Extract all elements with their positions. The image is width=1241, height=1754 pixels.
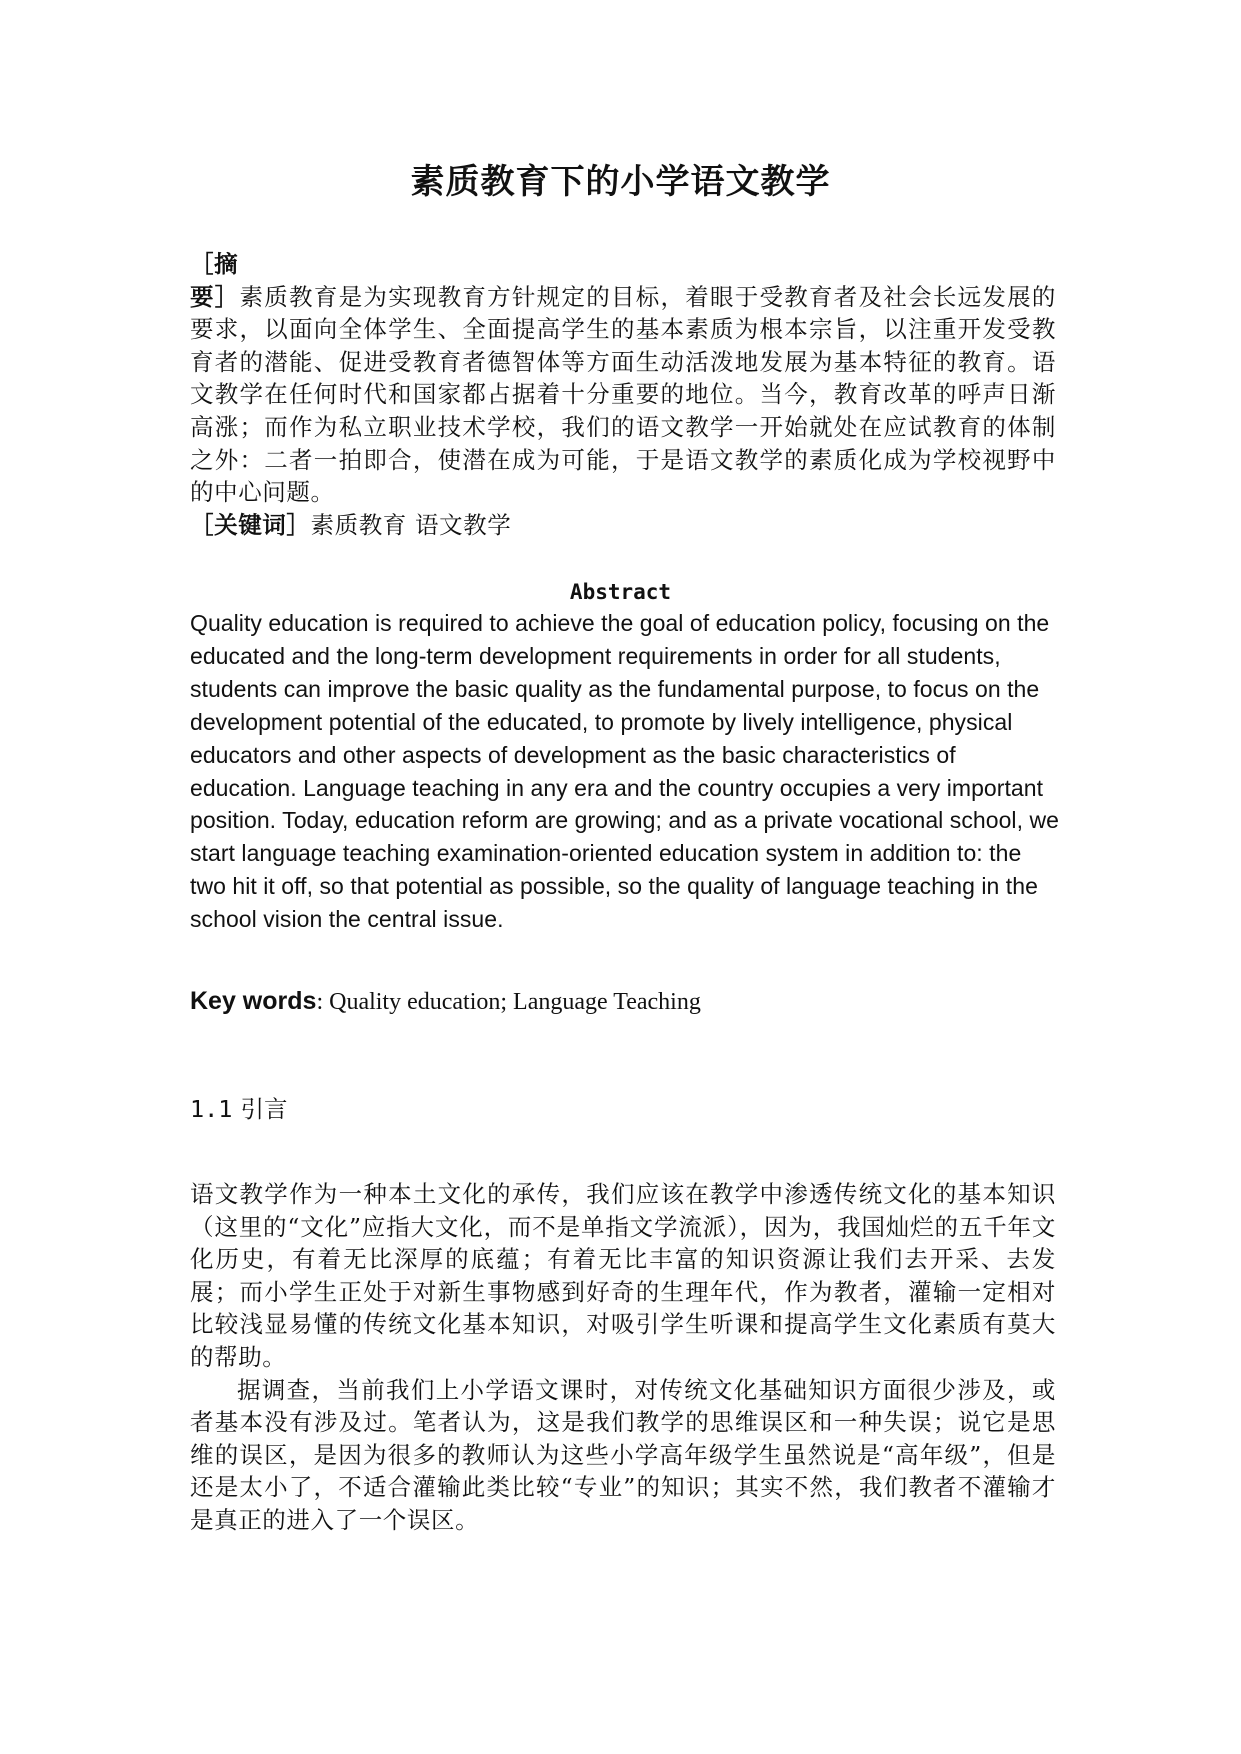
english-keywords-text: : Quality education; Language Teaching [316, 989, 701, 1015]
body-paragraph: 语文教学作为一种本土文化的承传，我们应该在教学中渗透传统文化的基本知识（这里的“文化”应指大文化，而不是单指文学流派），因为，我国灿烂的五千年文化历史，有着无比深厚的底蕴；有着无比丰富的知识资源让我们去开采、去发展；而小学生正处于对新生事物感到好奇的生理年代，作为教者，灌输一定相对比较浅显易懂的传统文化基本知识，对吸引学生听课和提高学生文化素质有莫大的帮助。 [190, 1180, 1056, 1371]
section-heading [190, 1093, 287, 1125]
chinese-keywords-label: ［关键词］ [190, 511, 311, 539]
english-keywords [190, 985, 1060, 1018]
paper-title: 素质教育下的小学语文教学 [410, 162, 831, 202]
english-abstract-heading-text: Abstract [569, 580, 672, 604]
english-abstract-heading [0, 577, 1241, 607]
body-paragraph: 据调查，当前我们上小学语文课时，对传统文化基础知识方面很少涉及，或者基本没有涉及过。笔者认为，这是我们教学的思维误区和一种失误；说它是思维的误区，是因为很多的教师认为这些小学高年级学生虽然说是“高年级”，但是还是太小了，不适合灌输此类比较“专业”的知识；其实不然，我们教者不灌输才是真正的进入了一个误区。 [190, 1375, 1056, 1534]
chinese-abstract [190, 248, 1056, 509]
chinese-keywords-text: 素质教育 语文教学 [310, 511, 512, 539]
section-title: 引言 [240, 1095, 288, 1123]
english-keywords-label: Key words [190, 987, 317, 1015]
abstract-label-close: 要］ [190, 282, 240, 311]
chinese-keywords [190, 509, 1056, 541]
body-text [190, 1178, 1056, 1537]
english-abstract-text: Quality education is required to achieve the goal of education policy, focusing on the educated and the long-term development requirements in order for all students, students can improve the basic quality as the fundamental purpose, to focus on the development potential of the educated, to promote by lively intelligence, physical educators and other aspects of development as the basic characteristics of education. Language teaching in any era and the country occupies a very important position. Today, education reform are growing; and as a private vocational school, we start language teaching examination-oriented education system in addition to: the two hit it off, so that potential as possible, so the quality of language teaching in the school vision the central issue. [190, 610, 1059, 933]
chinese-abstract-text: 素质教育是为实现教育方针规定的目标，着眼于受教育者及社会长远发展的要求，以面向全体学生、全面提高学生的基本素质为根本宗旨，以注重开发受教育者的潜能、促进受教育者德智体等方面生动活泼地发展为基本特征的教育。语文教学在任何时代和国家都占据着十分重要的地位。当今，教育改革的呼声日渐高涨；而作为私立职业技术学校，我们的语文教学一开始就处在应试教育的体制之外：二者一拍即合，使潜在成为可能，于是语文教学的素质化成为学校视野中的中心问题。 [190, 282, 1056, 507]
section-number: 1.1 [190, 1095, 233, 1123]
abstract-label-open: ［摘 [190, 250, 239, 278]
